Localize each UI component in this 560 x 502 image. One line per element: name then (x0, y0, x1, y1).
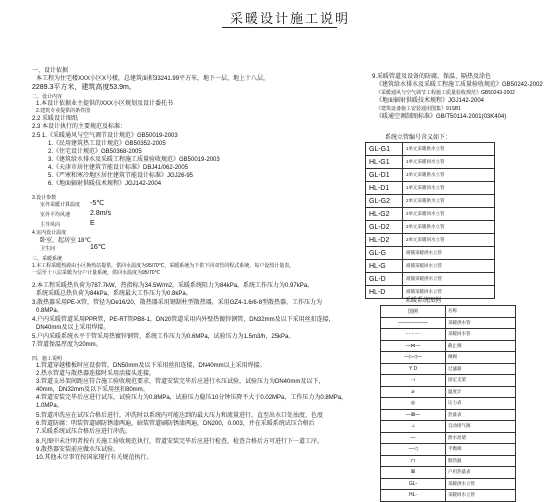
legend-name: 采暖供水立管 (446, 478, 516, 490)
legend-name: 压力表 (446, 398, 516, 410)
note-line: 3.散热器采用PE-X管，管径为De16/20，散热器采用钢制柱型散热器，采用GZ4-1.6/6-8型散热器，工作压力为 (32, 300, 323, 306)
legend-row (381, 432, 516, 444)
legend-row (381, 329, 516, 341)
riser-code: HL-G1 (366, 156, 403, 169)
legend-row (381, 478, 516, 490)
note-line: 3.管道支吊架间距应符合施工验收规范要求，管道安装完毕后应进行水压试验，试验压力为DN40mm及以下， (36, 379, 325, 385)
legend-row (381, 444, 516, 456)
riser-code-row (366, 234, 495, 247)
legend-name: 泄水丝堵 (446, 432, 516, 444)
note-line: 室外采暖计算温度 (40, 202, 81, 208)
riser-code-row (366, 221, 495, 234)
legend-symbol: ⊣ (381, 375, 446, 387)
riser-code-row (366, 260, 495, 273)
note-line: 3.《建筑给水排水及采暖工程施工质量验收规范》GB50019-2003 (48, 157, 220, 163)
reference-line: 《采暖通风与空气调节工程施工质量验收规范》GB50243-2002 (376, 90, 515, 96)
riser-code: HL-G2 (366, 208, 403, 221)
note-line: DN40mm及以上采用焊接。 (36, 325, 110, 331)
riser-description: 2单元采暖回水立管 (403, 208, 495, 221)
riser-code: GL-G2 (366, 195, 403, 208)
riser-code: GL-D1 (366, 169, 403, 182)
legend-name: 采暖回水立管 (446, 490, 516, 502)
riser-code-heading: 系统立管编号含义如下： (385, 135, 452, 141)
legend-row (381, 317, 516, 329)
legend-row (381, 467, 516, 479)
riser-code: HL-D1 (366, 182, 403, 195)
reference-line: 《暖通空调制图标准》GB/T50114-2001(03K404) (376, 114, 507, 120)
legend-name: 自动排气阀 (446, 421, 516, 433)
note-line: 5.户内采暖系统水平干管采用热镀锌钢管，系统工作压力为0.6MPa，试验压力为1.5m3/h，25kPa。 (32, 334, 295, 340)
legend-row (381, 306, 516, 318)
note-line: 1.本设计依据业主提供的XXX小区规划及设计委托书 (36, 101, 174, 107)
note-line: 0.8MPa。 (36, 308, 63, 314)
riser-code-row (366, 156, 495, 169)
note-line: 2.3 本设计执行的主要规范及标准： (32, 124, 127, 130)
note-line: 1.《民用建筑热工设计规范》GB50352-2005 (48, 141, 166, 147)
legend-symbol: —◁ (381, 444, 446, 456)
note-line: 2.热水管道与散热器连接时采用活接头连接。 (36, 371, 156, 377)
riser-description: 2单元采暖供水立管 (403, 195, 495, 208)
legend-symbol: —⊠— (381, 409, 446, 421)
riser-description: 1单元采暖供水立管 (403, 143, 495, 156)
riser-code-row (366, 273, 495, 286)
legend-symbol: - - - - - (381, 329, 446, 341)
legend-name: 户用热量表 (446, 467, 516, 479)
note-line: 卧室、起居室 18℃ (40, 238, 92, 244)
legend-symbol: ⊥ (381, 421, 446, 433)
note-line: 3.设计参数 (32, 195, 57, 201)
riser-code-row (366, 195, 495, 208)
legend-symbol: —————— (381, 317, 446, 329)
legend-row (381, 352, 516, 364)
legend-name: 热量表 (446, 409, 516, 421)
note-line: 本工程为住宅楼XXX小区X号楼，总建筑面积33241.99平方米，地下一层，地上十八层， (36, 76, 270, 82)
legend-row (381, 386, 516, 398)
legend-name: 温度计 (446, 386, 516, 398)
riser-description: 商铺采暖回水立管 (403, 260, 495, 273)
riser-code-row (366, 169, 495, 182)
note-line: 主导风向 (40, 222, 61, 228)
legend-symbol: —▷◁— (381, 352, 446, 364)
note-line: E (90, 220, 95, 227)
riser-description: 2单元采暖供水立管 (403, 221, 495, 234)
title-underline (222, 27, 337, 28)
legend-title: 采暖系统图例 (405, 298, 442, 304)
note-line: 6.《地面辐射供暖技术规程》JGJ142-2004 (48, 181, 162, 187)
legend-row (381, 490, 516, 502)
riser-code: HL-D (366, 286, 403, 299)
riser-code: HL-G (366, 260, 403, 273)
riser-code-row (366, 208, 495, 221)
legend-name: 采暖回水管 (446, 329, 516, 341)
note-line: 1.0MPa。 (36, 403, 63, 409)
note-line: 16℃ (90, 244, 106, 251)
note-line: 2.8m/s (90, 210, 112, 217)
riser-code-table (365, 142, 495, 299)
riser-description: 商铺采暖供水立管 (403, 273, 495, 286)
legend-symbol: ◎ (381, 398, 446, 410)
legend-row (381, 409, 516, 421)
riser-description: 1单元采暖回水立管 (403, 156, 495, 169)
note-line: 二、设计内容 (32, 94, 63, 100)
riser-code: GL-D2 (366, 221, 403, 234)
note-line: 4.《天津市居住建筑节能设计标准》DBJ41/062-2005 (48, 165, 189, 171)
legend-row (381, 455, 516, 467)
riser-description: 1单元采暖供水立管 (403, 169, 495, 182)
note-line: 1.管道穿越楼板时应设套管，DN50mm及以下采用丝扣连接，DN40mm以上采用焊接。 (36, 363, 266, 369)
legend-symbol: ⊓ (381, 455, 446, 467)
legend-name: 固定支架 (446, 375, 516, 387)
reference-line: 《地面辐射供暖技术规程》JGJ142-2004 (376, 98, 485, 104)
legend-symbol: GL- (381, 478, 446, 490)
note-line: 6.管道防腐：明装管道刷防锈漆两遍，暗装管道刷防锈漆两遍，DN200，0.003，并在采暖系统试压合格后 (36, 421, 315, 427)
legend-row (381, 421, 516, 433)
legend-row (381, 398, 516, 410)
legend-name: 采暖供水管 (446, 317, 516, 329)
note-line: 5.《严寒和寒冷地区居住建筑节能设计标准》JGJ26-95 (48, 173, 194, 179)
note-line: 2.《住宅设计规范》GB50368-2005 (48, 149, 142, 155)
note-line: 四、施工说明 (32, 356, 63, 362)
legend-name: 散热器 (446, 455, 516, 467)
legend-row (381, 340, 516, 352)
riser-code: GL-G (366, 247, 403, 260)
legend-name: 过滤器 (446, 363, 516, 375)
note-line: 一层至十八层采暖为分户计量系统，供回水温度为95/70℃ (32, 270, 161, 276)
riser-code-row (366, 143, 495, 156)
riser-description: 商铺采暖回水立管 (403, 286, 495, 299)
note-line: 4.管道安装完毕后应进行试压，试验压力为0.8MPa，试验压力稳压10分钟压降不大于0.02MPa，工作压力为0.8MPa， (36, 395, 348, 401)
note-line: 三、采暖系统 (32, 256, 63, 262)
legend-symbol: Y D (381, 363, 446, 375)
legend-symbol: HL- (381, 490, 446, 502)
reference-line: 《建筑给水排水及采暖工程施工质量验收规范》GB50242-2002 (376, 82, 543, 88)
note-line: 8.凡图中未注明者按有关施工验收规范执行，管道安装完毕后应进行检查，检查合格后方可进行下一道工序。 (36, 439, 324, 445)
note-line: 1.本工程采暖热源由小区换热站提供，供回水温度为95/70℃，采暖系统为下供下回双管同程式系统，每户设热计量表。 (32, 263, 295, 269)
note-line: 2289.3平方米，建筑高度53.9m。 (32, 84, 136, 91)
note-line: 5.管道冲洗应在试压合格后进行，冲洗时以系统内可能达到的最大压力和流量进行，直至出水口处浊度、色度 (36, 413, 324, 419)
riser-description: 1单元采暖回水立管 (403, 182, 495, 195)
reference-line: 9.采暖管道及设备的防腐、保温、隔热及涂色 (372, 74, 492, 80)
note-line: 9.散热器安装前应做水压试验。 (36, 447, 120, 453)
note-line: 2.建筑专业提供的条件图 (36, 108, 91, 114)
note-line: 4.室内设计温度 (32, 230, 67, 236)
legend-symbol: ⊠ (381, 467, 446, 479)
legend-symbol: — (381, 432, 446, 444)
note-line: 40mm，DN32mm及以下采用丝扣80mm。 (36, 387, 149, 393)
note-line: 10.其他未尽事宜按国家现行有关规范执行。 (36, 455, 153, 461)
legend-symbol: 图例 (381, 306, 446, 318)
note-line: -5℃ (90, 200, 105, 207)
legend-name: 闸阀 (446, 352, 516, 364)
riser-description: 商铺采暖供水立管 (403, 247, 495, 260)
riser-description: 2单元采暖回水立管 (403, 234, 495, 247)
reference-line: 《建筑设备施工安装通用图集》91SB1 (376, 106, 462, 112)
riser-code-row (366, 247, 495, 260)
legend-row (381, 375, 516, 387)
page-title: 采暖设计施工说明 (230, 11, 351, 26)
riser-code-row (366, 182, 495, 195)
legend-symbol: ⌀ (381, 386, 446, 398)
legend-row (381, 363, 516, 375)
note-line: 室外平均风速 (40, 212, 71, 218)
riser-code: GL-D (366, 273, 403, 286)
legend-name: 截止阀 (446, 340, 516, 352)
legend-name: 名称 (446, 306, 516, 318)
note-line: 系统采暖总热负荷为84kPa，系统最大工作压力为0.8kPa。 (36, 291, 192, 297)
note-line: 卫生间 (40, 246, 56, 252)
riser-code: GL-G1 (366, 143, 403, 156)
legend-table (380, 305, 516, 502)
note-line: 7.管道保温厚度为20mm。 (32, 342, 102, 348)
note-line: 2.2 采暖设计图纸 (32, 116, 79, 122)
legend-symbol: —⋈— (381, 340, 446, 352)
note-line: 4.户内采暖管道采用PPR管，PE-RT管PB8-1，DN20管道采用内外壁热镀锌钢管，DN32mm及以下采用丝扣连接， (32, 317, 335, 323)
note-line: 一、设计依据 (32, 68, 69, 74)
riser-code: HL-D2 (366, 234, 403, 247)
note-line: 2.5 1.《采暖通风与空气调节设计规范》GB50019-2003 (32, 133, 178, 139)
note-line: 7.采暖系统试压合格后应进行冲洗。 (36, 429, 132, 435)
note-line: 2.本工程采暖热负荷为787.7kW，热指标为34.5W/m2，采暖系统阻力为84kPa，系统工作压力为0.97kPa。 (32, 283, 314, 289)
legend-name: 平衡阀 (446, 444, 516, 456)
